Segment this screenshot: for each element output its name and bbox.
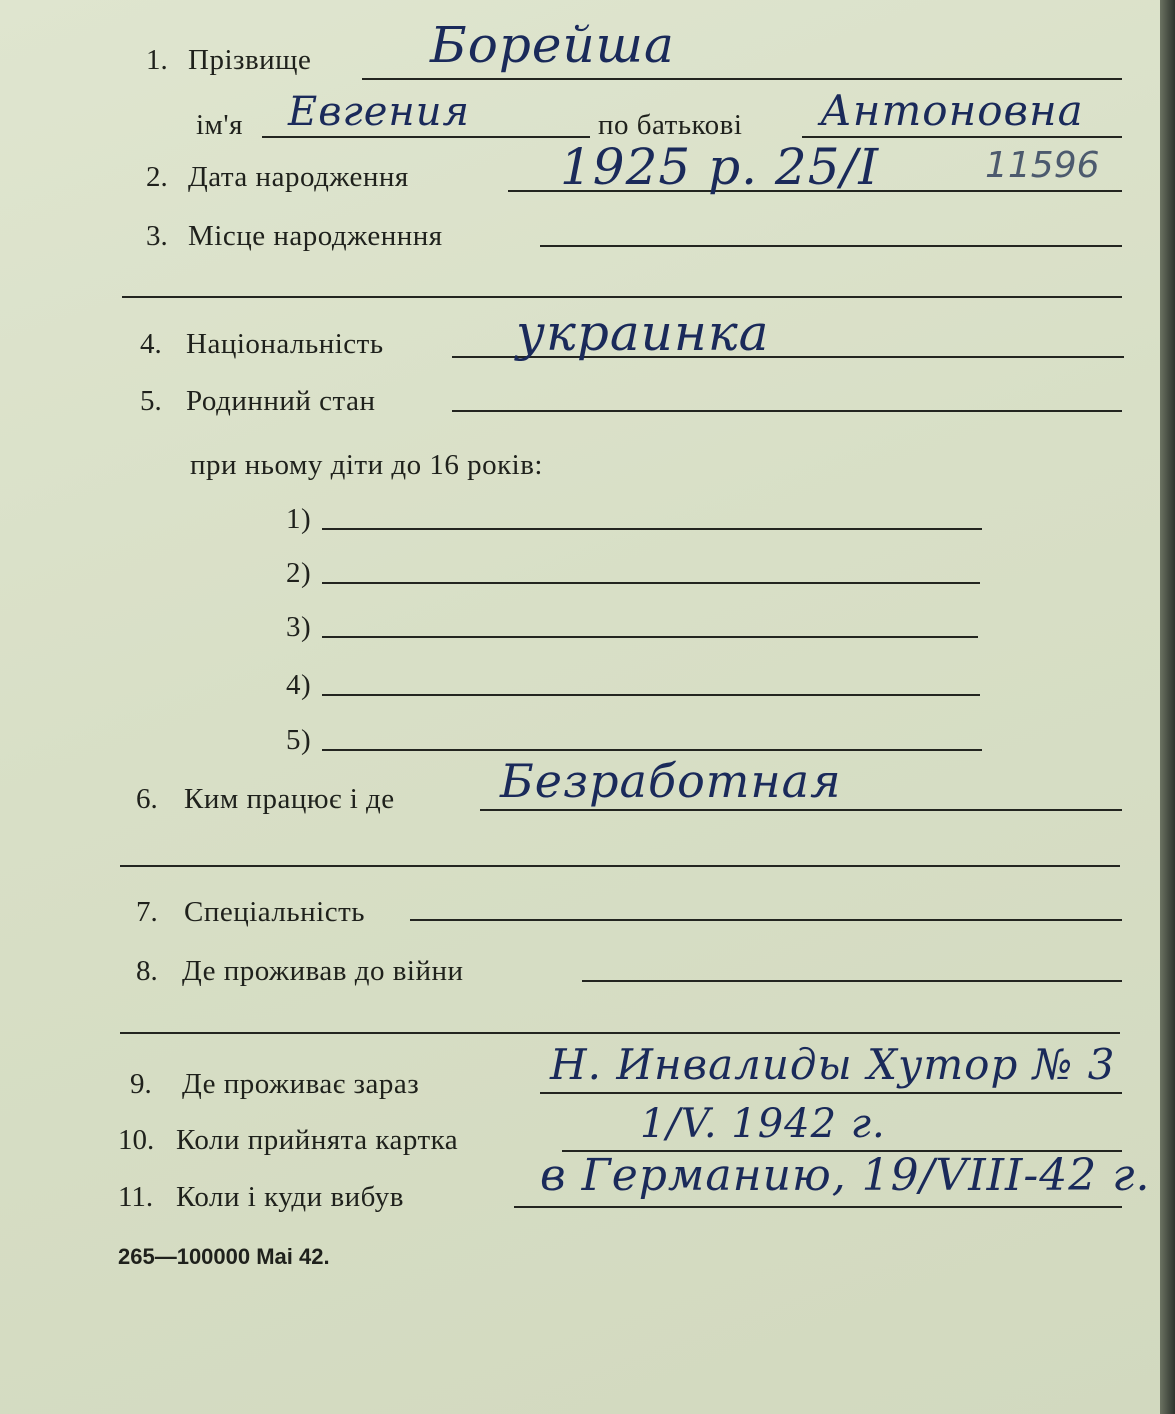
child-3-label: 3) <box>286 611 312 643</box>
first-name-value: Евгения <box>288 89 470 135</box>
nationality-value: украинка <box>516 304 770 362</box>
field-number: 5. <box>140 385 162 417</box>
birthplace-label: Місце народженння <box>188 220 443 252</box>
child-1-line <box>322 528 982 530</box>
occupation-value: Безработная <box>500 754 842 808</box>
birthplace-line-2 <box>122 296 1122 298</box>
scan-edge <box>1160 0 1175 1414</box>
surname-line <box>362 78 1122 80</box>
surname-value: Борейша <box>430 16 675 74</box>
birth-date-value: 1925 р. 25/I <box>560 138 880 196</box>
first-name-line <box>262 136 590 138</box>
occupation-line <box>480 809 1122 811</box>
child-4-line <box>322 694 980 696</box>
field-number: 9. <box>130 1068 152 1100</box>
field-number: 2. <box>146 161 168 193</box>
card-accepted-label: Коли прийнята картка <box>176 1124 459 1156</box>
birth-date-label: Дата народження <box>188 161 409 193</box>
departure-value: в Германию, 19/VIII-42 г. <box>540 1150 1151 1201</box>
child-1-label: 1) <box>286 503 312 535</box>
children-label: при ньому діти до 16 років: <box>190 449 543 481</box>
field-number: 8. <box>136 955 158 987</box>
birthplace-line <box>540 245 1122 247</box>
field-number: 6. <box>136 783 158 815</box>
current-residence-label: Де проживає зараз <box>182 1068 420 1100</box>
current-residence-value: Н. Инвалиды Хутор № 3 <box>550 1040 1116 1089</box>
marital-status-line <box>452 410 1122 412</box>
first-name-label: ім'я <box>196 109 243 141</box>
field-number: 7. <box>136 896 158 928</box>
surname-label: Прізвище <box>188 44 312 76</box>
prewar-residence-label: Де проживав до війни <box>182 955 464 987</box>
field-number: 1. <box>146 44 168 76</box>
marital-status-label: Родинний стан <box>186 385 376 417</box>
patronymic-value: Антоновна <box>820 86 1084 135</box>
nationality-label: Національність <box>186 328 384 360</box>
field-number: 4. <box>140 328 162 360</box>
prewar-residence-line <box>582 980 1122 982</box>
specialty-line <box>410 919 1122 921</box>
specialty-label: Спеціальність <box>184 896 365 928</box>
child-2-label: 2) <box>286 557 312 589</box>
departure-label: Коли і куди вибув <box>176 1181 404 1213</box>
stamp-number: 11596 <box>985 145 1100 186</box>
card-accepted-value: 1/V. 1942 г. <box>640 1101 886 1147</box>
occupation-line-2 <box>120 865 1120 867</box>
current-residence-line <box>540 1092 1122 1094</box>
occupation-label: Ким працює і де <box>184 783 395 815</box>
prewar-residence-line-2 <box>120 1032 1120 1034</box>
child-5-line <box>322 749 982 751</box>
child-2-line <box>322 582 980 584</box>
print-code: 265—100000 Mai 42. <box>118 1244 330 1269</box>
child-5-label: 5) <box>286 724 312 756</box>
patronymic-label: по батькові <box>598 109 743 141</box>
child-3-line <box>322 636 978 638</box>
departure-line <box>514 1206 1122 1208</box>
child-4-label: 4) <box>286 669 312 701</box>
field-number: 10. <box>118 1124 155 1156</box>
field-number: 11. <box>118 1181 154 1213</box>
field-number: 3. <box>146 220 168 252</box>
